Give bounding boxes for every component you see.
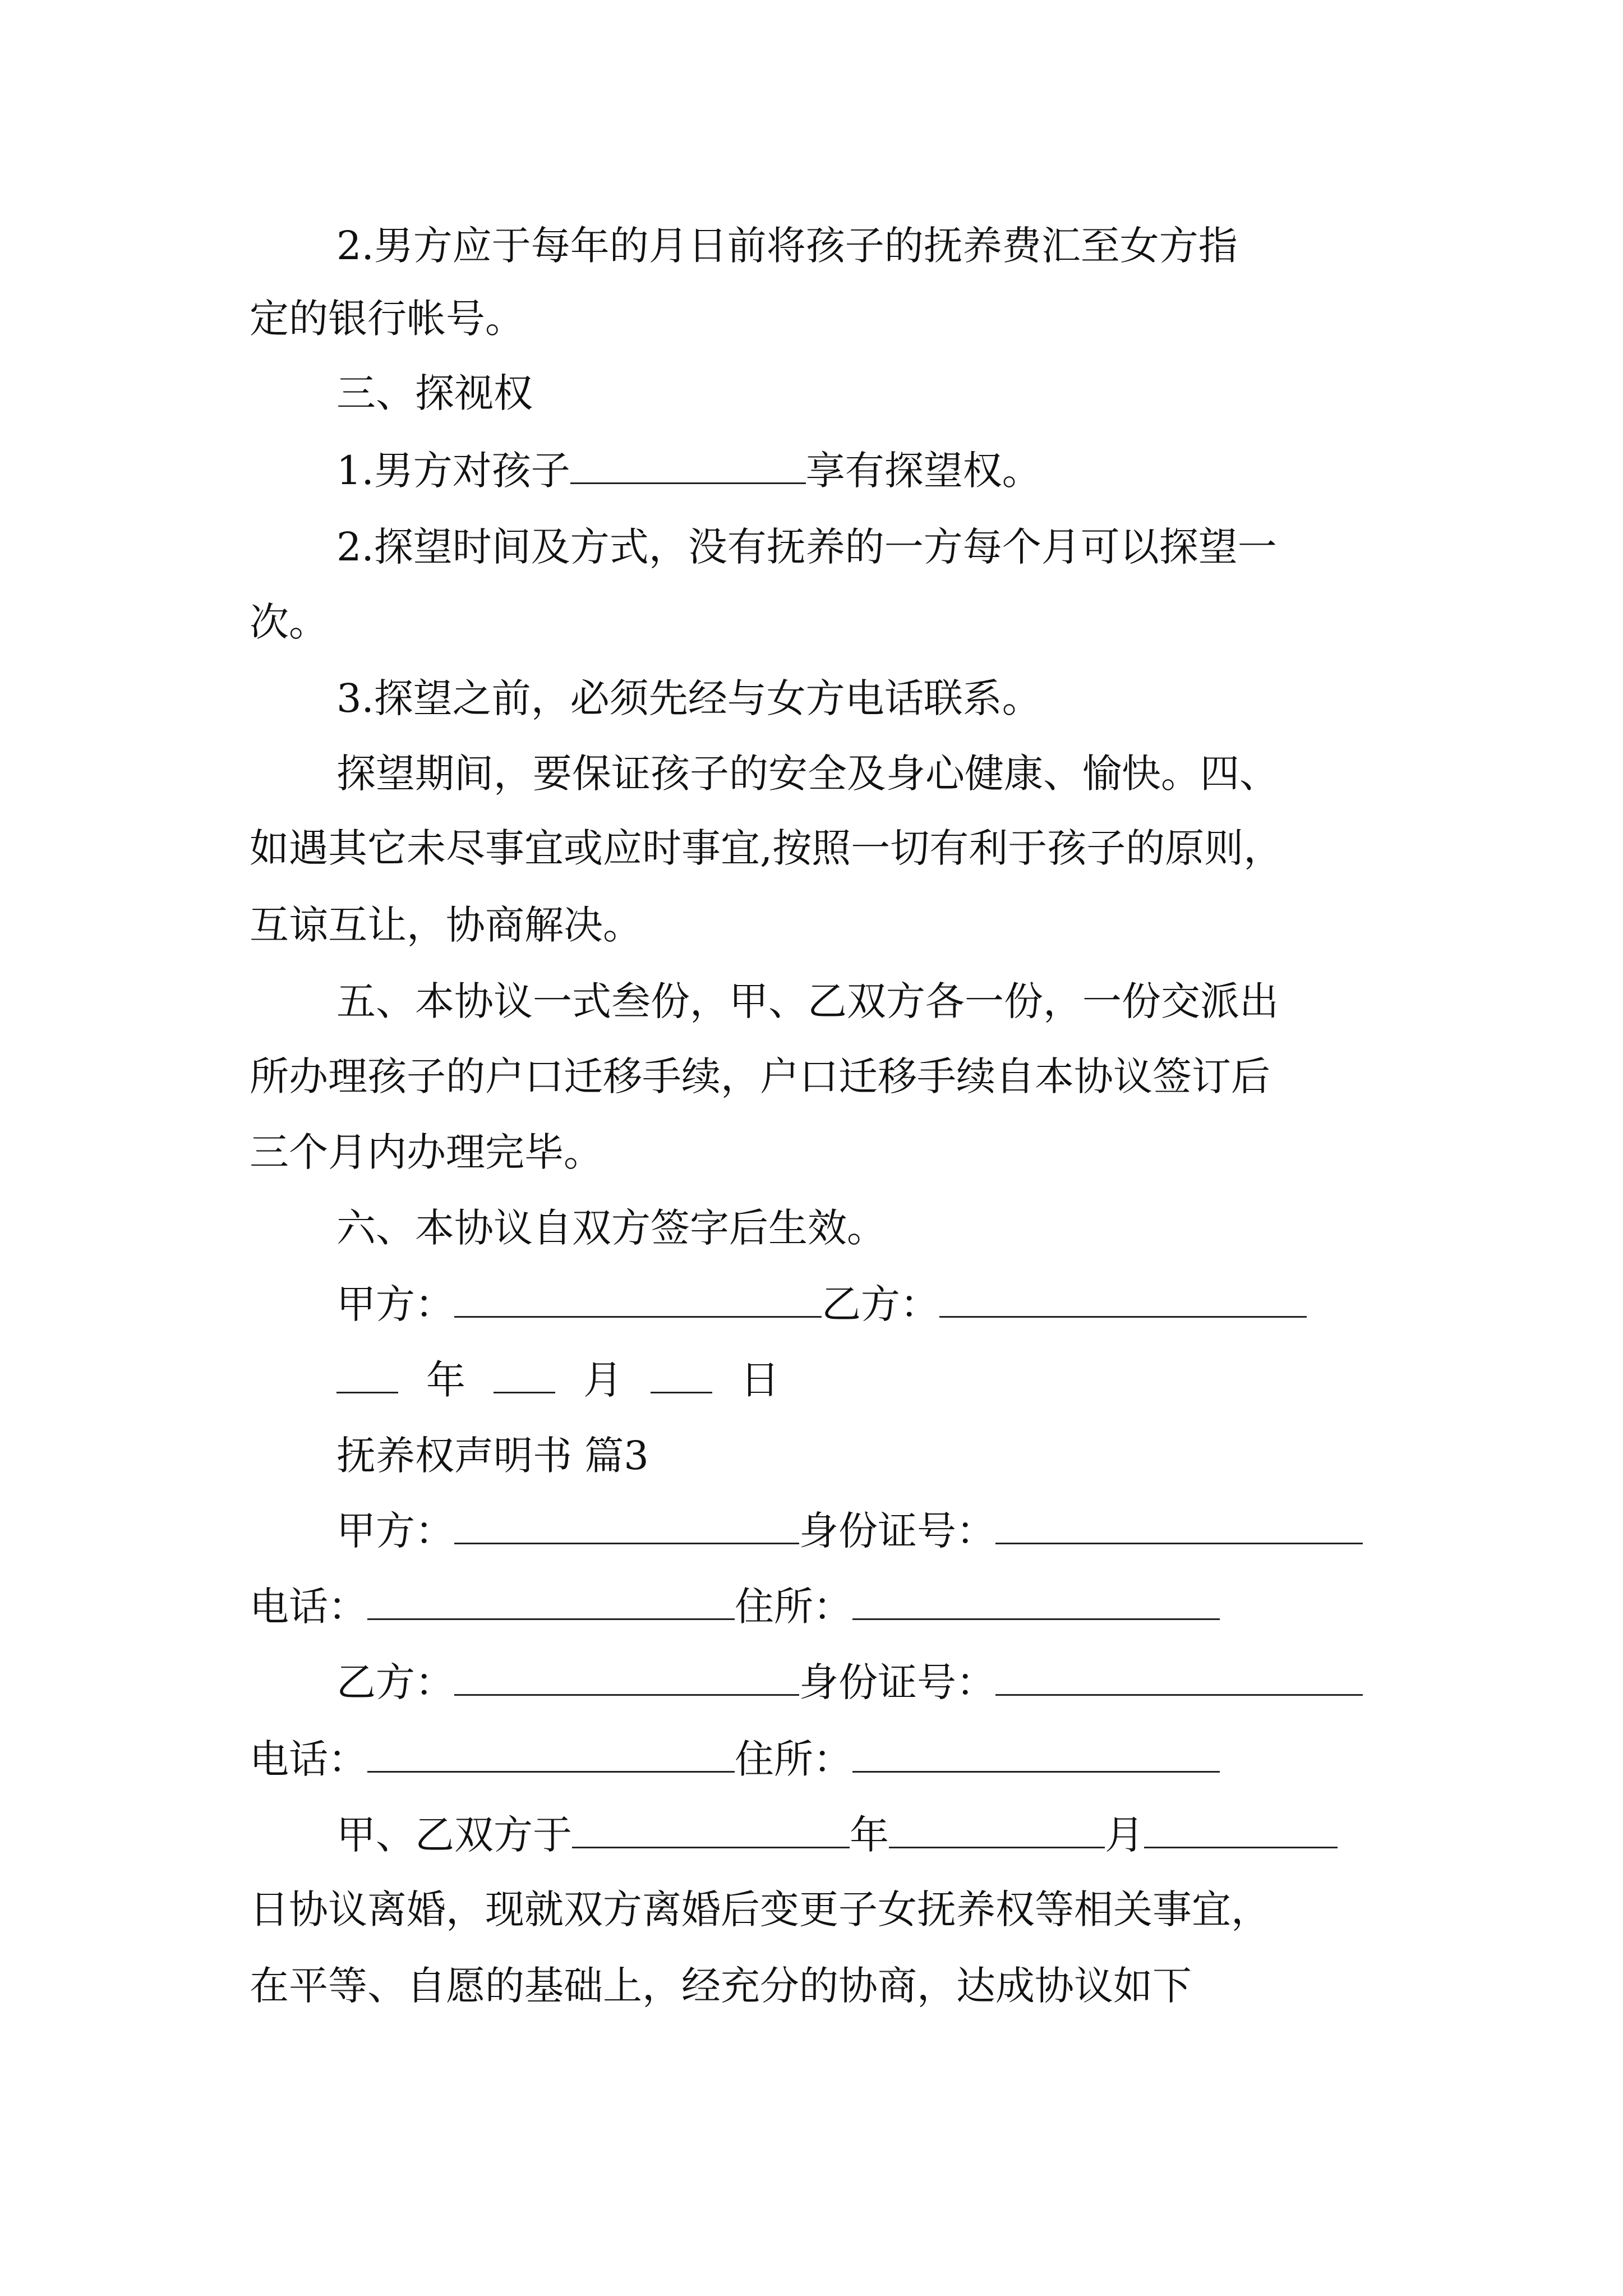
paragraph-line: [336, 670, 1623, 726]
clause-text: 如遇其它未尽事宜或应时事宜,按照一切有利于孩子的原则，: [250, 825, 1283, 871]
party-a-label: 甲方：: [336, 1281, 454, 1327]
clause-text: 定的银行帐号。: [250, 296, 524, 342]
paragraph-line: [250, 897, 1623, 953]
clause-text: 1.男方对孩子: [336, 448, 570, 494]
paragraph-line: [336, 519, 1623, 575]
clause-text: 次。: [250, 599, 328, 645]
clause-text: 3.探望之前，必须先经与女方电话联系。: [336, 675, 1041, 721]
address-label: 住所：: [735, 1736, 852, 1782]
year-field[interactable]: [336, 1357, 398, 1393]
day-label: 日: [740, 1357, 780, 1403]
phone-label: 电话：: [250, 1584, 367, 1630]
signature-line: [336, 1276, 1623, 1332]
party-a-phone-field[interactable]: [367, 1584, 735, 1620]
month-label: 月: [583, 1357, 623, 1403]
party-b-label: 乙方：: [822, 1281, 939, 1327]
paragraph-line: [336, 746, 1623, 802]
year-label: 年: [426, 1357, 465, 1403]
section-heading: [336, 365, 1623, 421]
clause-text: 享有探望权。: [805, 448, 1041, 494]
party-a-label: 甲方：: [336, 1508, 454, 1554]
paragraph-line: [336, 1200, 1623, 1256]
party-b-name-field[interactable]: [454, 1659, 799, 1696]
paragraph-line: [336, 218, 1623, 274]
paragraph-line: [250, 594, 1623, 650]
party-a-address-field[interactable]: [852, 1584, 1220, 1620]
party-b-address-field[interactable]: [852, 1736, 1220, 1773]
paragraph-line: [336, 443, 1623, 499]
section-title-text: 抚养权声明书 篇3: [336, 1433, 649, 1479]
month-field[interactable]: [494, 1357, 555, 1393]
paragraph-line: [250, 291, 1623, 347]
phone-label: 电话：: [250, 1736, 367, 1782]
divorce-year-field[interactable]: [572, 1812, 850, 1848]
party-b-row: [336, 1654, 1623, 1710]
clause-text: 所办理孩子的户口迁移手续，户口迁移手续自本协议签订后: [250, 1053, 1270, 1099]
address-label: 住所：: [735, 1584, 852, 1630]
clause-text: 六、本协议自双方签字后生效。: [336, 1205, 886, 1251]
clause-text: 甲、乙双方于: [336, 1812, 572, 1858]
clause-text: 2.探望时间及方式，没有抚养的一方每个月可以探望一: [336, 524, 1277, 570]
party-b-contact-row: [250, 1731, 1623, 1787]
party-a-signature-field[interactable]: [454, 1281, 822, 1318]
divorce-day-field[interactable]: [1144, 1812, 1338, 1848]
paragraph-line: [250, 1958, 1623, 2014]
day-field[interactable]: [651, 1357, 712, 1393]
party-a-id-field[interactable]: [995, 1508, 1363, 1544]
paragraph-line: [250, 1048, 1623, 1105]
paragraph-line: [336, 973, 1623, 1029]
party-b-label: 乙方：: [336, 1659, 454, 1705]
party-a-contact-row: [250, 1579, 1623, 1635]
clause-text: 2.男方应于每年的月日前将孩子的抚养费汇至女方指: [336, 223, 1238, 269]
month-label: 月: [1105, 1812, 1144, 1858]
blank-field[interactable]: [570, 448, 806, 484]
divorce-month-field[interactable]: [889, 1812, 1105, 1848]
date-line: [336, 1352, 1623, 1408]
clause-text: 三个月内办理完毕。: [250, 1129, 603, 1175]
clause-text: 互谅互让，协商解决。: [250, 902, 642, 948]
party-b-id-field[interactable]: [995, 1659, 1363, 1696]
section-title: [336, 1428, 1623, 1484]
id-number-label: 身份证号：: [799, 1508, 995, 1554]
clause-text: 五、本协议一式叁份，甲、乙双方各一份，一份交派出: [336, 978, 1279, 1024]
clause-text: 日协议离婚，现就双方离婚后变更子女抚养权等相关事宜，: [250, 1887, 1270, 1932]
paragraph-line: [250, 1881, 1623, 1938]
year-label: 年: [850, 1812, 889, 1858]
paragraph-line: [250, 1124, 1623, 1180]
divorce-date-line: [336, 1807, 1623, 1863]
party-b-signature-field[interactable]: [939, 1281, 1307, 1318]
party-b-phone-field[interactable]: [367, 1736, 735, 1773]
section-heading-text: 三、探视权: [336, 370, 533, 416]
paragraph-line: [250, 820, 1623, 876]
id-number-label: 身份证号：: [799, 1659, 995, 1705]
clause-text: 在平等、自愿的基础上，经充分的协商，达成协议如下: [250, 1963, 1192, 2009]
clause-text: 探望期间，要保证孩子的安全及身心健康、愉快。四、: [336, 751, 1279, 797]
party-a-name-field[interactable]: [454, 1508, 799, 1544]
party-a-row: [336, 1503, 1623, 1559]
